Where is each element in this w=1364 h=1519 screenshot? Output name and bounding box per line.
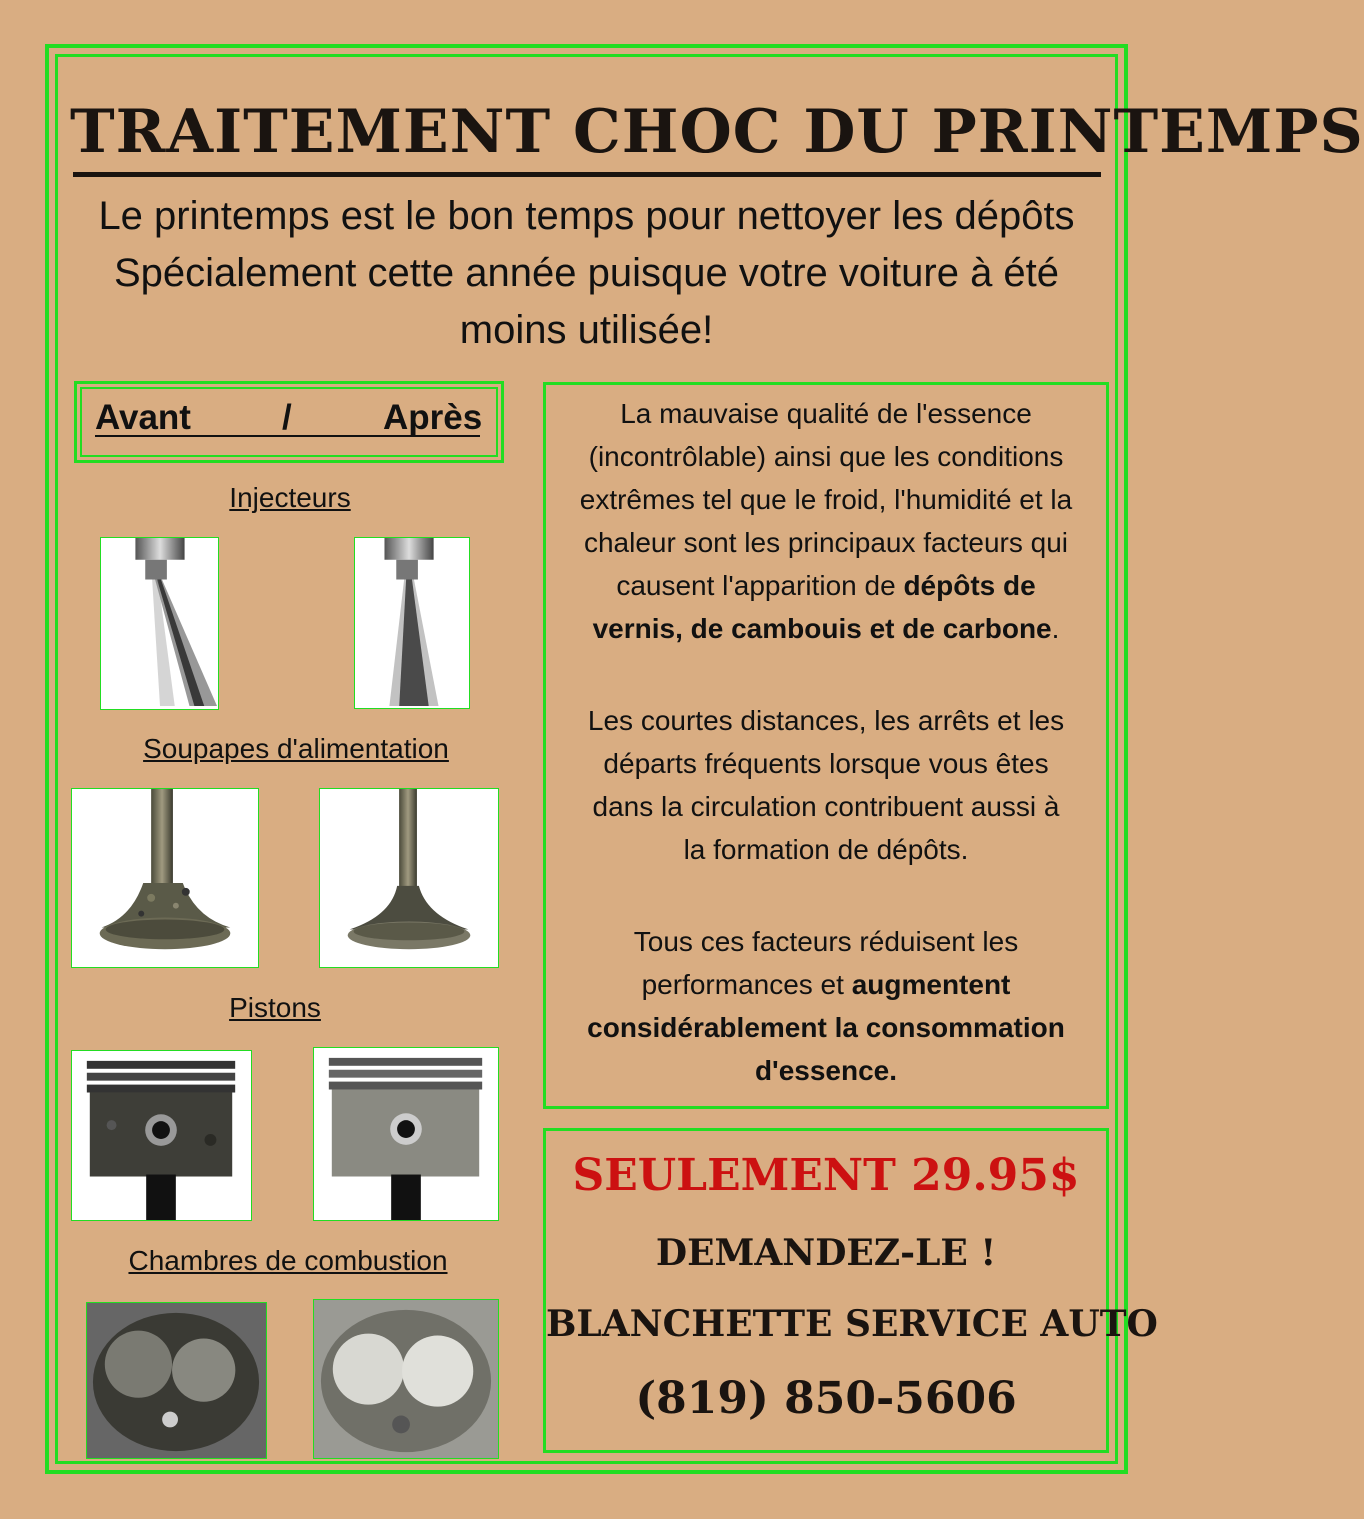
piston-before-image (71, 1050, 252, 1221)
section-label-valves: Soupapes d'alimentation (143, 733, 449, 764)
ask-line: DEMANDEZ-LE ! (655, 1232, 997, 1274)
section-label-injectors: Injecteurs (229, 482, 351, 513)
before-label: Avant (95, 398, 191, 437)
info-paragraph-1-end: . (1051, 613, 1060, 644)
valve-after-image (319, 788, 499, 968)
valve-before-image (71, 788, 259, 968)
injector-after-image (354, 537, 470, 709)
after-label: Après (383, 398, 483, 437)
combustion-chamber-before-image (86, 1302, 267, 1459)
section-label-combustion-chambers: Chambres de combustion (128, 1245, 448, 1276)
phone-number: (819) 850-5606 (635, 1373, 1017, 1424)
info-paragraph-3 (546, 920, 1106, 1092)
page-title: TRAITEMENT CHOC DU PRINTEMPS (70, 97, 1364, 167)
subtitle (60, 188, 1113, 359)
subtitle-line-1: Le printemps est le bon temps pour nettoyer les dépôts (98, 194, 1075, 238)
info-paragraph-1-bold: dépôts de vernis, de cambouis et de carbone (592, 570, 1052, 644)
info-paragraph-1 (546, 392, 1106, 650)
business-name: BLANCHETTE SERVICE AUTO (546, 1303, 1158, 1345)
subtitle-line-3: moins utilisée! (459, 308, 714, 352)
info-paragraph-2: Les courtes distances, les arrêts et les départs fréquents lorsque vous êtes dans la circulation contribuent aussi à la formation de dépôts. (587, 705, 1065, 865)
subtitle-line-2: Spécialement cette année puisque votre voiture à été (113, 251, 1060, 295)
title-underline (73, 172, 1101, 177)
info-paragraph-3-text: Tous ces facteurs réduisent les performances et (633, 926, 1019, 1000)
info-paragraph-3-bold: augmentent considérablement la consommation d'essence. (587, 969, 1065, 1086)
combustion-chamber-after-image (313, 1299, 499, 1459)
injector-before-image (100, 537, 219, 710)
separator-label: / (282, 398, 292, 437)
price-line: SEULEMENT 29.95$ (572, 1150, 1080, 1201)
piston-after-image (313, 1047, 499, 1221)
section-label-pistons: Pistons (229, 992, 321, 1023)
info-paragraph-1-text: La mauvaise qualité de l'essence (incontrôlable) ainsi que les conditions extrêmes tel que le froid, l'humidité et la chaleur sont les principaux facteurs qui causent l'apparition de (579, 398, 1073, 601)
